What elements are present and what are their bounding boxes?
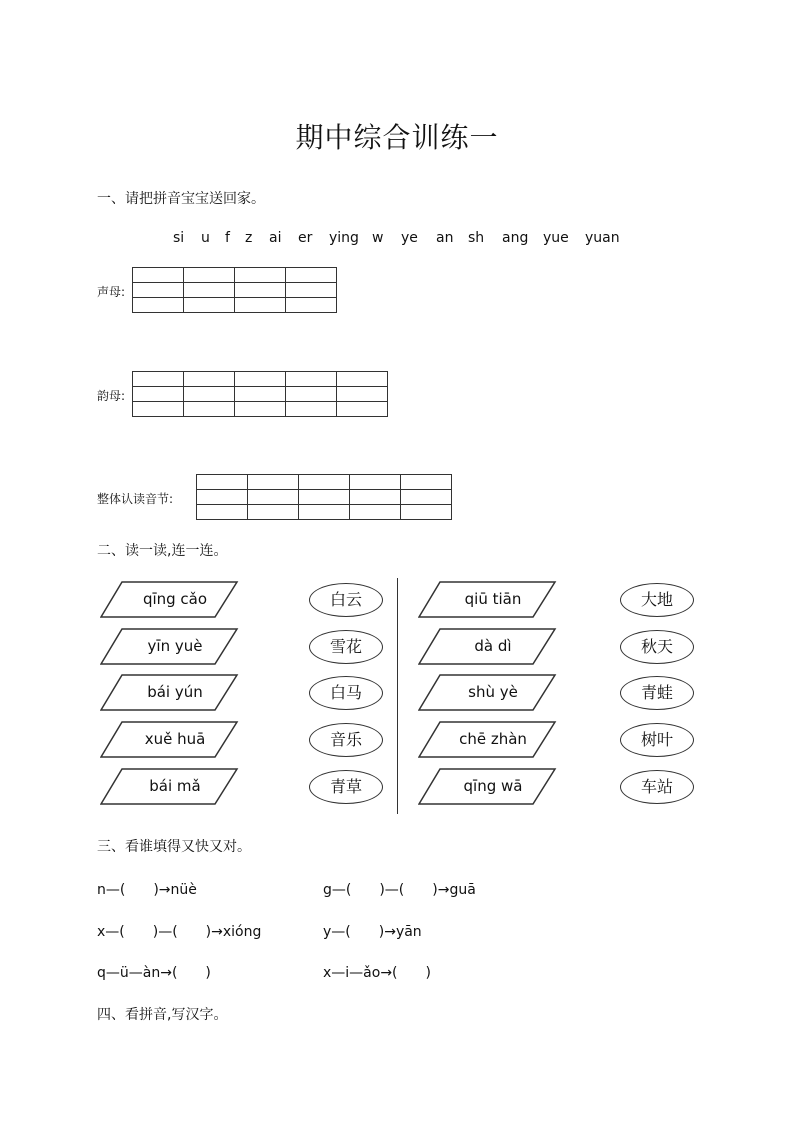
word-oval[interactable]: 白马 [309, 676, 383, 710]
fill-item[interactable]: q—ü—àn→( ) [97, 965, 211, 981]
fill-item[interactable]: n—( )→nüè [97, 882, 197, 898]
word-oval[interactable]: 音乐 [309, 723, 383, 757]
pinyin-text: qiū tiān [464, 590, 522, 608]
fill-item[interactable]: y—( )→yān [323, 924, 422, 940]
yunmu-label: 韵母: [97, 389, 126, 403]
syllable: yuan [585, 230, 620, 246]
syllable: w [372, 230, 384, 246]
pinyin-box[interactable] [418, 768, 568, 806]
section1-heading: 一、请把拼音宝宝送回家。 [97, 191, 265, 207]
section3-heading: 三、看谁填得又快又对。 [97, 839, 251, 855]
syllable: yue [543, 230, 569, 246]
word-oval[interactable]: 青蛙 [620, 676, 694, 710]
section4-heading: 四、看拼音,写汉字。 [97, 1007, 228, 1023]
pinyin-text: qīng wā [463, 777, 523, 795]
pinyin-text: dà dì [474, 637, 512, 655]
pinyin-box[interactable] [418, 581, 568, 619]
pinyin-text: bái yún [147, 683, 203, 701]
shengmu-grid[interactable] [132, 267, 337, 313]
syllable: an [436, 230, 454, 246]
fill-item[interactable]: g—( )—( )→guā [323, 882, 476, 898]
syllable: ang [502, 230, 529, 246]
page-title: 期中综合训练一 [295, 121, 499, 154]
syllable: ai [269, 230, 282, 246]
word-oval[interactable]: 大地 [620, 583, 694, 617]
word-oval[interactable]: 青草 [309, 770, 383, 804]
word-oval[interactable]: 白云 [309, 583, 383, 617]
pinyin-text: yīn yuè [147, 637, 203, 655]
pinyin-box[interactable] [100, 768, 250, 806]
pinyin-text: chē zhàn [459, 730, 527, 748]
pinyin-text: qīng cǎo [142, 590, 208, 608]
pinyin-box[interactable] [418, 674, 568, 712]
pinyin-box[interactable] [100, 628, 250, 666]
syllable: er [298, 230, 313, 246]
yunmu-grid[interactable] [132, 371, 388, 417]
pinyin-box[interactable] [100, 674, 250, 712]
syllable: u [201, 230, 210, 246]
syllable: z [245, 230, 253, 246]
pinyin-text: shù yè [468, 683, 518, 701]
syllable: ying [329, 230, 359, 246]
pinyin-box[interactable] [418, 628, 568, 666]
zhengti-grid[interactable] [196, 474, 452, 520]
pinyin-box[interactable] [100, 581, 250, 619]
syllable: si [173, 230, 185, 246]
section2-heading: 二、读一读,连一连。 [97, 543, 228, 559]
pinyin-text: bái mǎ [149, 777, 201, 795]
zhengti-label: 整体认读音节: [97, 492, 174, 506]
fill-item[interactable]: x—( )—( )→xióng [97, 924, 262, 940]
word-oval[interactable]: 秋天 [620, 630, 694, 664]
syllable: f [225, 230, 230, 246]
pinyin-box[interactable] [418, 721, 568, 759]
pinyin-box[interactable] [100, 721, 250, 759]
pinyin-text: xuě huā [144, 730, 206, 748]
shengmu-label: 声母: [97, 285, 126, 299]
word-oval[interactable]: 雪花 [309, 630, 383, 664]
syllable: ye [401, 230, 418, 246]
syllable: sh [468, 230, 485, 246]
divider-line [397, 578, 398, 814]
word-oval[interactable]: 树叶 [620, 723, 694, 757]
word-oval[interactable]: 车站 [620, 770, 694, 804]
fill-item[interactable]: x—i—ǎo→( ) [323, 965, 431, 981]
